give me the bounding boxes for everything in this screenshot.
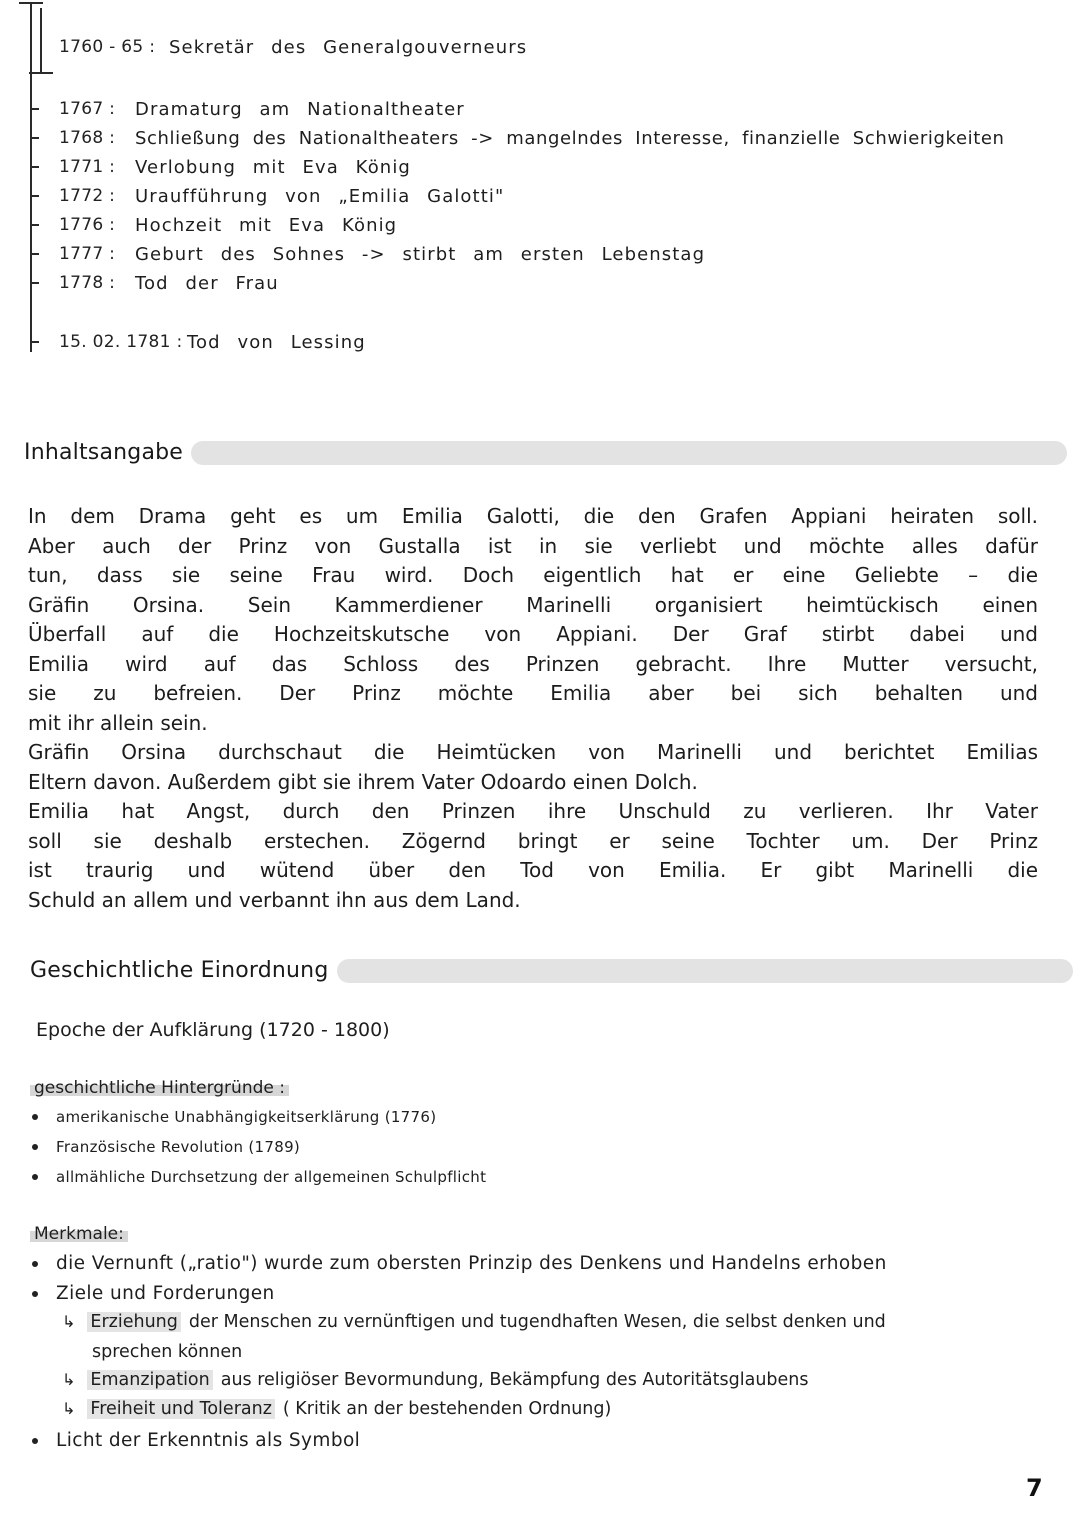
summary-line: In dem Drama geht es um Emilia Galotti, die den Grafen Appiani heiraten soll.	[28, 504, 1038, 528]
timeline-entry	[30, 210, 397, 240]
summary-line: tun, dass sie seine Frau wird. Doch eigentlich hat er eine Geliebte – die	[28, 563, 1038, 587]
arrow-icon: ↳	[62, 1399, 76, 1418]
summary-line: ist traurig und wütend über den Tod von Emilia. Er gibt Marinelli die	[28, 858, 1038, 882]
timeline-tick	[30, 108, 39, 110]
summary-line: Eltern davon. Außerdem gibt sie ihrem Vater Odoardo einen Dolch.	[28, 769, 698, 794]
bullet-dot	[32, 1261, 38, 1267]
timeline-date: 1776 :	[59, 215, 116, 235]
feature-item: Licht der Erkenntnis als Symbol	[32, 1430, 360, 1451]
timeline-entry	[30, 268, 279, 298]
heading-highlight-bar	[191, 441, 1067, 465]
summary-section-header	[24, 440, 1067, 465]
summary-line: Emilia hat Angst, durch den Prinzen ihre Unschuld zu verlieren. Ihr Vater	[28, 799, 1038, 823]
features-heading: Merkmale:	[30, 1224, 128, 1244]
summary-line: Emilia wird auf das Schloss des Prinzen gebracht. Ihre Mutter versucht,	[28, 651, 1038, 676]
summary-line: mit ihr allein sein.	[28, 710, 208, 735]
timeline-date: 1768 :	[59, 128, 116, 148]
keyword-highlight: Erziehung	[87, 1312, 180, 1332]
arrow-icon: ↳	[62, 1312, 76, 1331]
timeline-tick	[30, 195, 39, 197]
timeline-date: 15. 02. 1781 :	[59, 332, 183, 352]
background-heading: geschichtliche Hintergründe :	[30, 1078, 289, 1098]
timeline-entry	[30, 181, 504, 211]
feature-subitem: ↳ Freiheit und Toleranz ( Kritik an der bestehenden Ordnung)	[62, 1399, 612, 1419]
feature-subitem: ↳ Emanzipation aus religiöser Bevormundung, Bekämpfung des Autoritätsglaubens	[62, 1370, 809, 1390]
timeline-tick	[30, 253, 39, 255]
summary-line: Schuld an allem und verbannt ihn aus dem Land.	[28, 887, 521, 912]
summary-line: Gräfin Orsina. Sein Kammerdiener Marinelli organisiert heimtückisch einen	[28, 592, 1038, 617]
timeline-entry	[30, 152, 411, 182]
timeline-tick	[30, 341, 39, 343]
timeline-text: Geburt des Sohnes -> stirbt am ersten Lebenstag	[135, 243, 706, 265]
timeline-entry	[30, 239, 705, 269]
timeline-text: Tod von Lessing	[187, 331, 366, 353]
bullet-dot	[32, 1144, 38, 1150]
feature-subitem-continuation: sprechen können	[92, 1342, 243, 1362]
timeline-date: 1772 :	[59, 186, 116, 206]
timeline-text: Verlobung mit Eva König	[135, 156, 411, 178]
timeline-text: Hochzeit mit Eva König	[135, 214, 398, 236]
feature-item: die Vernunft („ratio") wurde zum obersten Prinzip des Denkens und Handelns erhoben	[32, 1253, 887, 1274]
timeline-entry	[30, 123, 1005, 153]
background-item: allmähliche Durchsetzung der allgemeinen Schulpflicht	[32, 1168, 486, 1186]
history-heading: Geschichtliche Einordnung	[30, 958, 329, 983]
feature-item: Ziele und Forderungen	[32, 1283, 275, 1304]
history-section-header	[30, 958, 1073, 983]
timeline-text: Uraufführung von „Emilia Galotti"	[135, 185, 505, 207]
bullet-dot	[32, 1438, 38, 1444]
timeline-entry	[30, 327, 366, 357]
timeline-text: Dramaturg am Nationaltheater	[135, 98, 465, 120]
summary-line: soll sie deshalb erstechen. Zögernd bringt er seine Tochter um. Der Prinz	[28, 828, 1038, 853]
bullet-dot	[32, 1114, 38, 1120]
timeline-date: 1760 - 65 :	[59, 37, 156, 57]
keyword-highlight: Emanzipation	[87, 1370, 212, 1390]
background-item: Französische Revolution (1789)	[32, 1138, 300, 1156]
keyword-highlight: Freiheit und Toleranz	[87, 1399, 274, 1419]
summary-line: sie zu befreien. Der Prinz möchte Emilia aber bei sich behalten und	[28, 681, 1038, 705]
timeline-text: Schließung des Nationaltheaters -> mangelndes Interesse, finanzielle Schwierigkeiten	[135, 127, 1005, 149]
timeline-entry	[30, 32, 527, 62]
timeline-date: 1778 :	[59, 273, 116, 293]
epoch-label: Epoche der Aufklärung (1720 - 1800)	[36, 1019, 390, 1041]
timeline-date: 1771 :	[59, 157, 116, 177]
timeline-text: Sekretär des Generalgouverneurs	[169, 36, 528, 58]
timeline-date: 1777 :	[59, 244, 116, 264]
summary-line: Gräfin Orsina durchschaut die Heimtücken von Marinelli und berichtet Emilias	[28, 740, 1038, 764]
timeline-date: 1767 :	[59, 99, 116, 119]
summary-paragraph	[28, 502, 1038, 915]
summary-line: Überfall auf die Hochzeitskutsche von Appiani. Der Graf stirbt dabei und	[28, 622, 1038, 646]
summary-heading: Inhaltsangabe	[24, 440, 184, 465]
heading-highlight-bar	[337, 959, 1073, 983]
timeline-top-cap	[19, 2, 43, 4]
timeline-bracket-cap	[29, 72, 53, 74]
background-item: amerikanische Unabhängigkeitserklärung (1776)	[32, 1108, 436, 1126]
bullet-dot	[32, 1174, 38, 1180]
arrow-icon: ↳	[62, 1370, 76, 1389]
timeline-tick	[30, 224, 39, 226]
summary-line: Aber auch der Prinz von Gustalla ist in sie verliebt und möchte alles dafür	[28, 533, 1038, 558]
timeline-entry	[30, 94, 465, 124]
page-number: 7	[1026, 1474, 1043, 1502]
timeline-tick	[30, 137, 39, 139]
timeline-tick	[30, 166, 39, 168]
feature-subitem: ↳ Erziehung der Menschen zu vernünftigen und tugendhaften Wesen, die selbst denken und	[62, 1312, 886, 1332]
timeline-text: Tod der Frau	[135, 272, 279, 294]
bullet-dot	[32, 1291, 38, 1297]
timeline-tick	[30, 282, 39, 284]
